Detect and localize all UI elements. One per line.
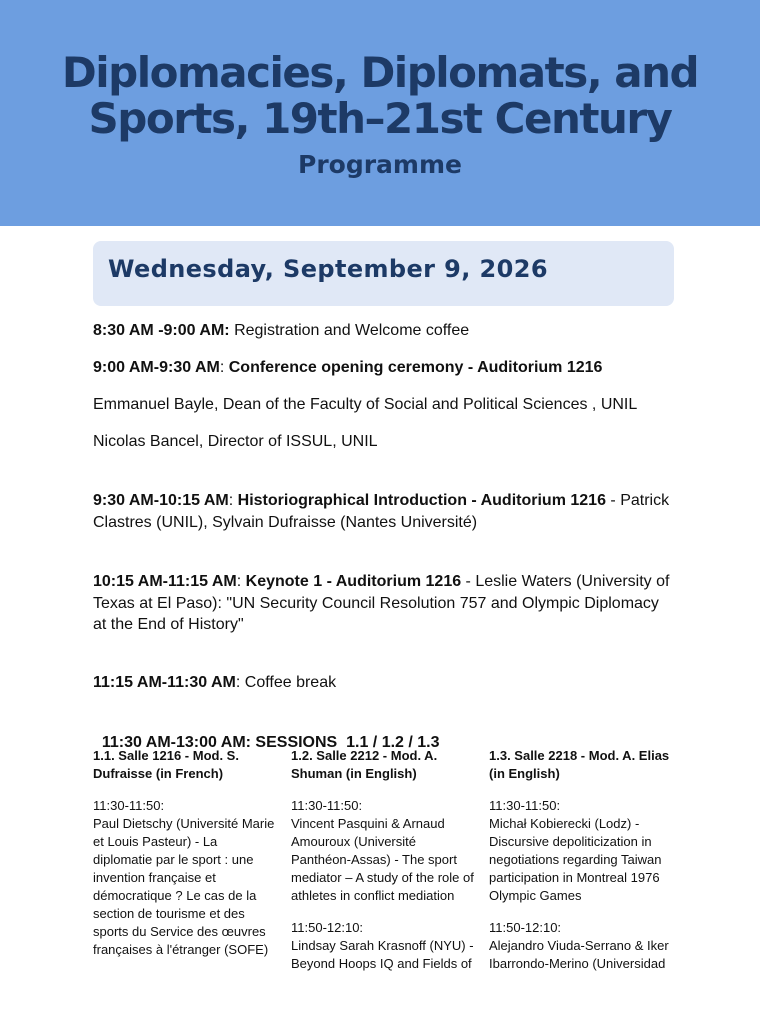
talk-text: Lindsay Sarah Krasnoff (NYU) - Beyond Hoops IQ and Fields of <box>291 938 474 971</box>
item-event: Historiographical Introduction - Auditorium 1216 <box>237 492 606 509</box>
item-separator: : <box>236 573 246 590</box>
session-column-1-3 <box>489 747 675 973</box>
item-separator: : <box>228 492 238 509</box>
talk-time: 11:30-11:50: <box>93 798 165 813</box>
talk-time: 11:50-12:10: <box>291 920 364 935</box>
schedule-item-opening <box>93 357 673 379</box>
talk-time: 11:30-11:50: <box>489 798 561 813</box>
item-text: Registration and Welcome coffee <box>229 322 470 339</box>
programme-subtitle: Programme <box>298 150 462 179</box>
item-time: 8:30 AM -9:00 AM: <box>93 322 230 339</box>
item-text: - Patrick Clastres (UNIL), Sylvain Dufraisse (Nantes Université) <box>93 492 670 531</box>
schedule-item-keynote <box>93 571 673 636</box>
item-time: 9:30 AM-10:15 AM <box>93 492 229 509</box>
session-column-1-2 <box>291 747 477 973</box>
header-banner <box>0 0 760 226</box>
conference-title-line-1: Diplomacies, Diplomats, and <box>61 48 699 97</box>
item-separator: : <box>219 359 229 376</box>
talk-text: Michał Kobierecki (Lodz) - Discursive depoliticization in negotiations regarding Taiwan participation in Montreal 1976 Olympic Games <box>489 816 662 903</box>
item-time: 9:00 AM-9:30 AM <box>93 359 220 376</box>
session-heading: 1.1. Salle 1216 - Mod. S. Dufraisse (in French) <box>93 748 239 781</box>
day-title: Wednesday, September 9, 2026 <box>108 255 548 283</box>
session-heading: 1.2. Salle 2212 - Mod. A. Shuman (in English) <box>291 748 438 781</box>
schedule-item-historiographical <box>93 490 673 533</box>
speaker-line-bancel: Nicolas Bancel, Director of ISSUL, UNIL <box>93 433 378 450</box>
talk-text: Alejandro Viuda-Serrano & Iker Ibarrondo-Merino (Universidad <box>489 938 669 971</box>
schedule-item-registration <box>93 320 673 342</box>
session-heading: 1.3. Salle 2218 - Mod. A. Elias (in English) <box>489 748 670 781</box>
speaker-line-bayle: Emmanuel Bayle, Dean of the Faculty of Social and Political Sciences , UNIL <box>93 396 638 413</box>
item-time: 10:15 AM-11:15 AM <box>93 573 237 590</box>
item-time: 11:15 AM-11:30 AM <box>93 674 236 691</box>
item-text: - Leslie Waters (University of Texas at El Paso): "UN Security Council Resolution 757 and Olympic Diplomacy at the End of History" <box>93 573 670 633</box>
talk-time: 11:50-12:10: <box>489 920 562 935</box>
conference-title-line-2: Sports, 19th–21st Century <box>88 94 672 143</box>
talk-text: Vincent Pasquini & Arnaud Amouroux (Université Panthéon-Assas) - The sport mediator – A study of the role of athletes in conflict mediation <box>291 816 474 903</box>
item-time: 11:30 AM-13:00 AM: SESSIONS 1.1 / 1.2 / 1.3 <box>101 733 440 751</box>
item-event: Keynote 1 - Auditorium 1216 <box>245 573 462 590</box>
talk-text: Paul Dietschy (Université Marie et Louis Pasteur) - La diplomatie par le sport : une invention française et démocratique ? Le cas de la section de tourisme et des sports du Service des œuvres françaises à l'étranger (SOFE) <box>93 816 275 957</box>
item-text: : Coffee break <box>235 674 337 691</box>
schedule-item-coffee-break <box>93 672 673 694</box>
talk-time: 11:30-11:50: <box>291 798 363 813</box>
session-column-1-1 <box>93 747 279 959</box>
item-event: Conference opening ceremony - Auditorium 1216 <box>228 359 603 376</box>
